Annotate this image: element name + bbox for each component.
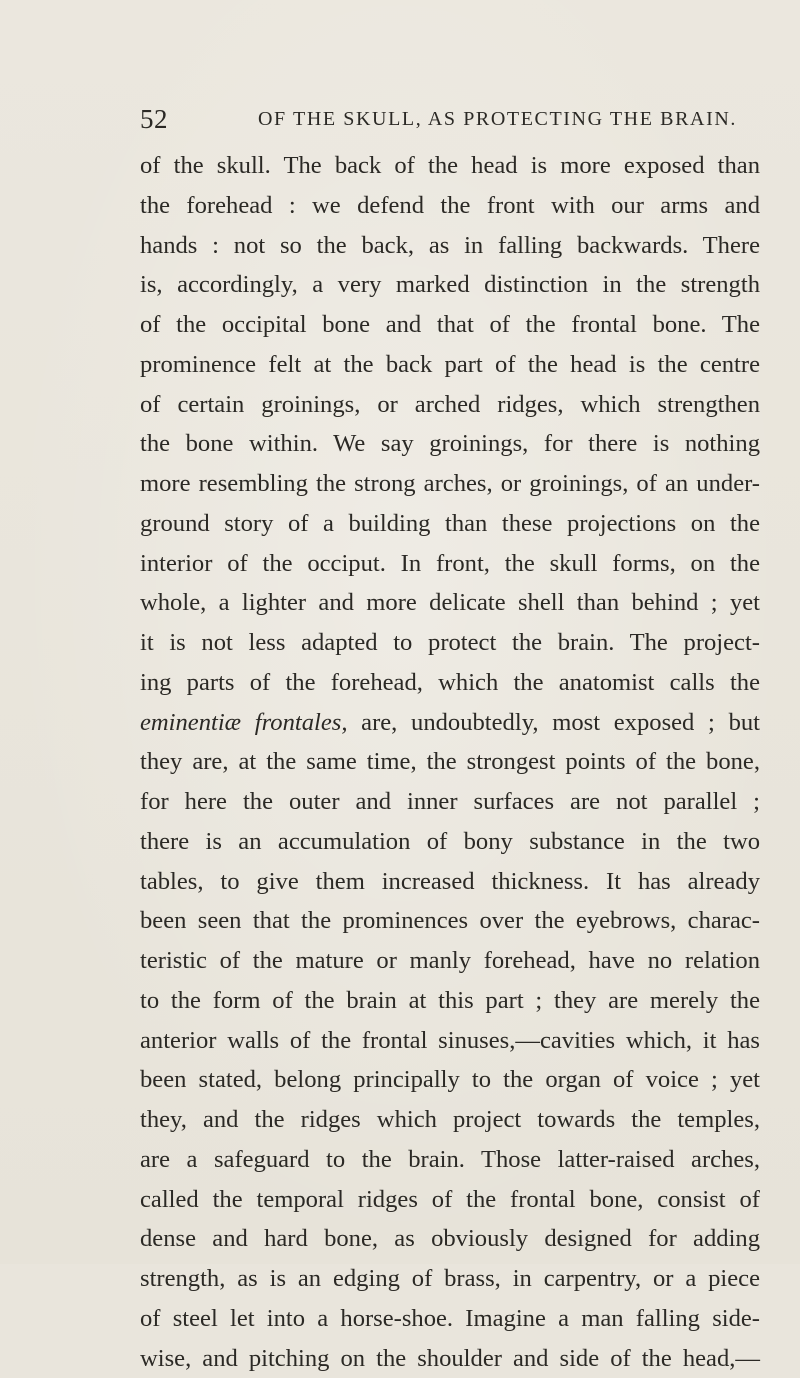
text-line: wise, and pitching on the shoulder and side of the head,— bbox=[140, 1339, 760, 1378]
text-line: for here the outer and inner surfaces are not parallel ; bbox=[140, 782, 760, 822]
text-line: of the occipital bone and that of the frontal bone. The bbox=[140, 305, 760, 345]
italic-term: eminentiæ frontales, bbox=[140, 709, 347, 736]
text-line: they are, at the same time, the strongest points of the bone, bbox=[140, 742, 760, 782]
text-line: strength, as is an edging of brass, in carpentry, or a piece bbox=[140, 1259, 760, 1299]
body-text bbox=[140, 146, 760, 1378]
text-line: they, and the ridges which project towards the temples, bbox=[140, 1100, 760, 1140]
text-line: whole, a lighter and more delicate shell than behind ; yet bbox=[140, 583, 760, 623]
text-line: there is an accumulation of bony substance in the two bbox=[140, 822, 760, 862]
text-line: been stated, belong principally to the organ of voice ; yet bbox=[140, 1060, 760, 1100]
text-line: interior of the occiput. In front, the skull forms, on the bbox=[140, 544, 760, 584]
text-line: to the form of the brain at this part ; they are merely the bbox=[140, 981, 760, 1021]
running-head: OF THE SKULL, AS PROTECTING THE BRAIN. bbox=[258, 108, 737, 131]
text-line: ing parts of the forehead, which the anatomist calls the bbox=[140, 663, 760, 703]
text-line: tables, to give them increased thickness. It has already bbox=[140, 862, 760, 902]
text-line: it is not less adapted to protect the brain. The project- bbox=[140, 623, 760, 663]
text-line: more resembling the strong arches, or groinings, of an under- bbox=[140, 464, 760, 504]
text-line: ground story of a building than these projections on the bbox=[140, 504, 760, 544]
text-line: dense and hard bone, as obviously designed for adding bbox=[140, 1219, 760, 1259]
page-number: 52 bbox=[140, 104, 168, 135]
text-line: prominence felt at the back part of the head is the centre bbox=[140, 345, 760, 385]
text-line: been seen that the prominences over the eyebrows, charac- bbox=[140, 901, 760, 941]
text-line: of the skull. The back of the head is more exposed than bbox=[140, 146, 760, 186]
text-line: the bone within. We say groinings, for there is nothing bbox=[140, 424, 760, 464]
text-line-italic-term bbox=[140, 703, 760, 743]
text-line: the forehead : we defend the front with our arms and bbox=[140, 186, 760, 226]
text-line: of certain groinings, or arched ridges, which strengthen bbox=[140, 385, 760, 425]
text-line: hands : not so the back, as in falling backwards. There bbox=[140, 226, 760, 266]
page-header bbox=[140, 104, 760, 138]
text-line: teristic of the mature or manly forehead, have no relation bbox=[140, 941, 760, 981]
text-line: called the temporal ridges of the frontal bone, consist of bbox=[140, 1180, 760, 1220]
text-line: is, accordingly, a very marked distinction in the strength bbox=[140, 265, 760, 305]
text-line: of steel let into a horse-shoe. Imagine a man falling side- bbox=[140, 1299, 760, 1339]
line-rest: are, undoubtedly, most exposed ; but bbox=[347, 709, 760, 736]
text-line: anterior walls of the frontal sinuses,—cavities which, it has bbox=[140, 1021, 760, 1061]
text-line: are a safeguard to the brain. Those latter-raised arches, bbox=[140, 1140, 760, 1180]
